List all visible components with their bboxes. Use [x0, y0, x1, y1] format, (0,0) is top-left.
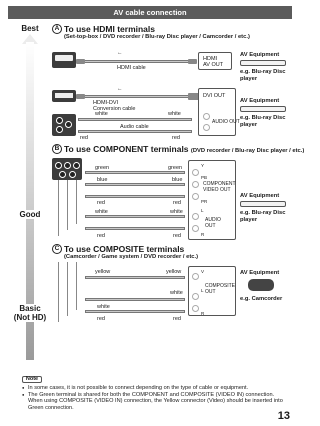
component-jack-icon: [55, 162, 62, 169]
dvi-out-label: DVI OUT: [203, 93, 226, 99]
equip-c-title: AV Equipment: [240, 270, 280, 276]
b-red2-left: red: [97, 233, 105, 239]
b-white-left: white: [95, 209, 108, 215]
composite-cable-red: [85, 310, 185, 313]
composite-out-box: [188, 266, 236, 316]
section-a-subtitle: (Set-top-box / DVD recorder / Blu-ray Disc player / Camcorder / etc.): [64, 34, 250, 40]
audio-cable-white-b: [85, 215, 185, 218]
audio-cable-white: [78, 118, 192, 121]
note-item: ● The Green terminal is shared for both the COMPONENT and COMPOSITE (VIDEO IN) connection. When using COMPOSITE (VIDEO IN) connection, the Yellow connector (Video) should be inserted into Green connection.: [22, 392, 284, 412]
b-y-label: Y: [201, 163, 205, 168]
equip-a2-example-2: player: [240, 122, 258, 128]
b-green-left: green: [95, 165, 110, 171]
hdmi-port-icon: [55, 55, 73, 61]
tv-hdmi-panel-2: [52, 90, 76, 102]
tv-audio-panel: [52, 114, 76, 136]
equip-b-example: e.g. Blu-ray Disc: [240, 210, 286, 216]
blu-ray-player-icon: [240, 201, 286, 207]
composite-out-jack-icon: [192, 273, 199, 280]
page-header: AV cable connection: [8, 6, 292, 19]
page-number: 13: [277, 410, 290, 422]
hdmi-cable-label: HDMI cable: [117, 65, 146, 71]
b-green-right: green: [168, 165, 183, 171]
c-l-label: L: [201, 288, 204, 293]
blu-ray-player-icon: [240, 106, 286, 112]
b-pr-label: PR: [201, 199, 208, 204]
hdmi-port-icon: [55, 93, 73, 98]
equip-b-example-2: player: [240, 217, 258, 223]
dvi-audio-out-box: [198, 88, 240, 136]
section-b-title-text: To use COMPONENT terminals: [64, 144, 189, 154]
audio-cable-red-b: [85, 227, 185, 230]
c-v-label: V: [201, 269, 205, 274]
hdmi-cable: [78, 60, 192, 63]
section-c-title: To use COMPOSITE terminals: [64, 244, 185, 254]
audio-label-2: OUT: [205, 223, 216, 229]
hdmi-dvi-cable-label-2: Conversion cable: [93, 106, 136, 112]
tv-hdmi-panel: [52, 52, 76, 68]
component-label: COMPONENT: [203, 181, 236, 187]
equip-a-example: e.g. Blu-ray Disc: [240, 69, 286, 75]
b-red-left: red: [97, 200, 105, 206]
b-blue-left: blue: [97, 177, 108, 183]
composite-label-2: OUT: [205, 289, 216, 295]
level-basic-line1: Basic: [19, 304, 41, 313]
component-out-jack-icon: [192, 169, 199, 176]
level-basic: [4, 304, 56, 322]
audio-red-left: red: [80, 135, 88, 141]
component-cable-blue: [85, 183, 185, 186]
audio-jack-icon: [203, 113, 210, 120]
composite-cable-drop: [76, 262, 77, 310]
composite-out-jack-icon: [192, 305, 199, 312]
c-yellow-right: yellow: [166, 269, 182, 275]
component-out-jack-icon: [192, 193, 199, 200]
b-red2-right: red: [173, 233, 181, 239]
c-red-left: red: [97, 316, 105, 322]
c-r-label: R: [201, 311, 205, 316]
audio-out-jack-icon: [192, 213, 199, 220]
note-item: ● In some cases, it is not possible to connect depending on the type of cable or equipment.: [22, 385, 284, 392]
equip-c-example: e.g. Camcorder: [240, 296, 283, 302]
c-white-left: white: [97, 304, 110, 310]
equip-a2-example: e.g. Blu-ray Disc: [240, 115, 286, 121]
c-white-right: white: [170, 290, 183, 296]
b-white-right: white: [170, 209, 183, 215]
composite-out-jack-icon: [192, 293, 199, 300]
camcorder-icon: [248, 279, 274, 291]
composite-cable-drop: [67, 262, 68, 316]
level-good: Good: [10, 210, 50, 219]
component-jack-icon: [59, 171, 66, 178]
blu-ray-player-icon: [240, 60, 286, 66]
equip-a2-title: AV Equipment: [240, 98, 280, 104]
audio-jack-icon: [65, 121, 72, 128]
hdmi-av-out-label-2: AV OUT: [203, 62, 224, 68]
b-pb-label: PB: [201, 175, 208, 180]
c-yellow-left: yellow: [95, 269, 111, 275]
section-a-badge: A: [52, 24, 62, 34]
composite-cable-white: [85, 298, 185, 301]
hdmi-dvi-cable-label: HDMI-DVI: [93, 100, 119, 106]
section-b-title: [64, 144, 304, 154]
composite-cable-yellow: [85, 276, 185, 279]
audio-cable-red: [78, 130, 192, 133]
component-cable-drop: [58, 180, 59, 236]
b-l-label: L: [201, 208, 204, 213]
note-tag: Note: [22, 376, 42, 383]
hdmi-av-out-label: HDMI: [203, 56, 218, 62]
tv-component-panel: [52, 158, 82, 180]
component-out-box: [188, 160, 236, 240]
audio-white-right: white: [168, 111, 181, 117]
component-cable-drop: [76, 180, 77, 224]
level-best: Best: [21, 24, 39, 33]
composite-cable-drop: [58, 262, 59, 322]
section-c-badge: C: [52, 244, 62, 254]
b-blue-right: blue: [172, 177, 183, 183]
component-cable-drop: [67, 180, 68, 230]
component-cable-green: [85, 171, 185, 174]
section-c-subtitle: (Camcorder / Game system / DVD recorder / etc.): [64, 254, 199, 260]
audio-label: AUDIO: [205, 217, 221, 223]
audio-red-right: red: [172, 135, 180, 141]
composite-label: COMPOSITE: [205, 283, 236, 289]
section-b-badge: B: [52, 144, 62, 154]
b-red-right: red: [173, 200, 181, 206]
component-cable-red: [85, 195, 185, 198]
audio-cable-label: Audio cable: [120, 124, 149, 130]
hdmi-av-out-box: [198, 52, 232, 70]
b-r-label: R: [201, 232, 205, 237]
hdmi-arrow-icon: ←: [117, 50, 123, 56]
dvi-arrow-icon: ←: [117, 86, 123, 92]
component-out-jack-icon: [192, 181, 199, 188]
audio-jack-icon: [56, 117, 63, 124]
audio-white-left: white: [95, 111, 108, 117]
equip-b-title: AV Equipment: [240, 193, 280, 199]
equip-a-example-2: player: [240, 76, 258, 82]
component-jack-icon: [73, 162, 80, 169]
hdmi-plug-icon: [76, 59, 85, 64]
note-list: [22, 385, 284, 411]
audio-jack-icon: [56, 126, 63, 133]
component-jack-icon: [69, 171, 76, 178]
section-a-title: To use HDMI terminals: [64, 24, 155, 34]
hdmi-plug-icon: [76, 94, 85, 99]
component-label-2: VIDEO OUT: [203, 187, 231, 193]
audio-out-label: AUDIO OUT: [212, 119, 240, 125]
hdmi-plug-icon: [188, 59, 197, 64]
hdmi-dvi-cable: [78, 95, 192, 98]
component-jack-icon: [64, 162, 71, 169]
c-red-right: red: [173, 316, 181, 322]
audio-out-jack-icon: [192, 225, 199, 232]
audio-jack-icon: [203, 124, 210, 131]
level-basic-line2: (Not HD): [13, 313, 47, 322]
section-b-subtitle: (DVD recorder / Blu-ray Disc player / etc.): [190, 148, 305, 154]
equip-a-title: AV Equipment: [240, 52, 280, 58]
